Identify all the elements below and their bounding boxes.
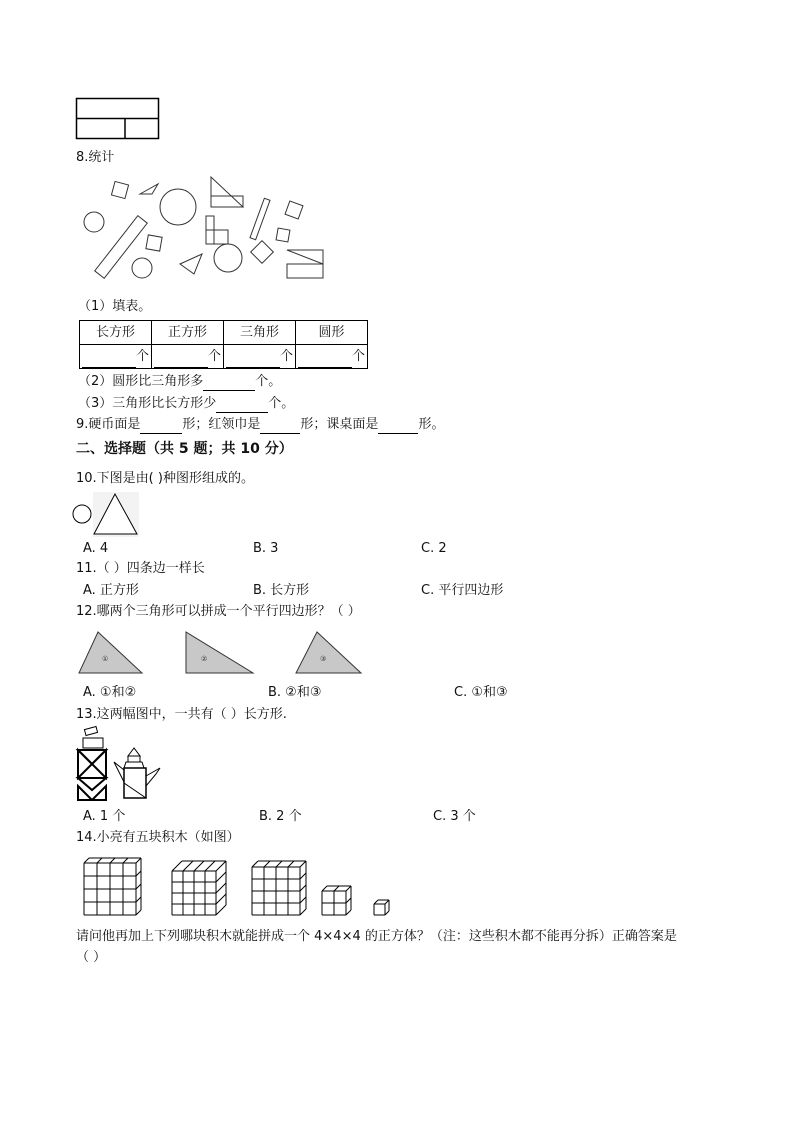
rectangle-shape	[276, 228, 290, 242]
triangle-label: ③	[320, 655, 327, 663]
q10-option-a[interactable]: A. 4	[83, 541, 109, 556]
q9-line	[76, 416, 444, 434]
triangle-3-figure	[295, 630, 363, 675]
rectangle-shape	[95, 216, 148, 279]
q8-sub2	[78, 373, 281, 391]
triangle-label: ①	[102, 655, 109, 663]
unit-label: 个	[135, 349, 149, 364]
table-header-cell: 圆形	[296, 321, 368, 345]
unit-label: 个	[351, 349, 365, 364]
square-shape	[146, 235, 162, 251]
block-4x4-b	[172, 861, 226, 915]
table-header-cell: 长方形	[80, 321, 152, 345]
square-shape	[285, 201, 303, 219]
answer-blank[interactable]	[260, 419, 300, 434]
triangle-shape	[287, 250, 323, 264]
q13-option-a[interactable]: A. 1 个	[83, 809, 126, 824]
circle-shape	[214, 244, 242, 272]
q8-sub3	[78, 395, 294, 413]
tangram-figure-1	[76, 728, 110, 802]
unit-label: 个	[207, 349, 221, 364]
unit-label: 个	[279, 349, 293, 364]
q9-part2: 形；红领巾是	[182, 417, 261, 432]
table-header-cell: 正方形	[152, 321, 224, 345]
q10-stem: 10.下图是由( )种图形组成的。	[76, 471, 254, 486]
rectangle-shape	[206, 230, 228, 244]
q11-option-c[interactable]: C. 平行四边形	[421, 583, 504, 598]
rectangle-shape	[287, 264, 323, 278]
block-2x2	[322, 886, 351, 915]
q11-stem: 11.（ ）四条边一样长	[76, 561, 205, 576]
circle-triangle-figure	[71, 492, 141, 537]
answer-cell[interactable]	[80, 345, 152, 369]
divided-rectangle-figure	[76, 98, 160, 140]
triangle-shape	[140, 184, 158, 194]
triangle-1-figure	[78, 630, 144, 675]
block-1x1	[374, 900, 389, 915]
q12-stem: 12.哪两个三角形可以拼成一个平行四边形？（ ）	[76, 604, 361, 619]
block-4x4-a	[84, 858, 141, 915]
circle-shape	[84, 212, 104, 232]
triangle-2-figure	[185, 630, 255, 675]
tangram-figure-2	[112, 748, 162, 802]
block-4x4-c	[252, 861, 306, 915]
q13-stem: 13.这两幅图中，一共有（ ）长方形.	[76, 707, 287, 722]
blocks-figure	[82, 855, 398, 919]
square-shape	[251, 241, 274, 264]
triangle-label: ②	[201, 655, 208, 663]
q14-question: 请问他再加上下列哪块积木就能拼成一个 4×4×4 的正方体？（注：这些积木都不能再分拆）正确答案是	[76, 929, 677, 944]
square-shape	[111, 181, 128, 198]
rectangle-shape	[250, 198, 270, 240]
q11-option-a[interactable]: A. 正方形	[83, 583, 139, 598]
q14-paren: （ ）	[76, 950, 107, 965]
q8-sub2-prefix: （2）圆形比三角形多	[78, 374, 204, 389]
answer-blank[interactable]	[216, 398, 268, 413]
shapes-figure	[80, 172, 326, 282]
q14-stem: 14.小亮有五块积木（如图）	[76, 830, 240, 845]
q12-option-b[interactable]: B. ②和③	[268, 685, 322, 700]
rectangle-shape	[211, 196, 243, 207]
q8-sub3-prefix: （3）三角形比长方形少	[78, 396, 217, 411]
answer-cell[interactable]	[152, 345, 224, 369]
triangle-shape	[211, 177, 243, 207]
answer-cell[interactable]	[224, 345, 296, 369]
q13-option-b[interactable]: B. 2 个	[259, 809, 302, 824]
answer-cell[interactable]	[296, 345, 368, 369]
q8-sub1: （1）填表。	[78, 299, 152, 314]
circle-shape	[160, 189, 196, 225]
tally-table	[79, 320, 368, 369]
q9-part3: 形；课桌面是	[300, 417, 379, 432]
answer-blank[interactable]	[203, 376, 255, 391]
table-header-row	[80, 321, 368, 345]
q12-option-c[interactable]: C. ①和③	[454, 685, 508, 700]
circle-shape	[73, 505, 91, 523]
q9-part4: 形。	[418, 417, 445, 432]
q10-option-b[interactable]: B. 3	[253, 541, 279, 556]
q12-option-a[interactable]: A. ①和②	[83, 685, 137, 700]
section-heading: 二、选择题（共 5 题；共 10 分）	[76, 441, 293, 457]
q9-part1: 9.硬币面是	[76, 417, 141, 432]
answer-blank[interactable]	[378, 419, 418, 434]
answer-blank[interactable]	[140, 419, 182, 434]
q10-option-c[interactable]: C. 2	[421, 541, 447, 556]
circle-shape	[132, 258, 152, 278]
q8-sub3-suffix: 个。	[268, 396, 295, 411]
table-header-cell: 三角形	[224, 321, 296, 345]
table-answer-row	[80, 345, 368, 369]
q11-option-b[interactable]: B. 长方形	[253, 583, 310, 598]
q13-option-c[interactable]: C. 3 个	[433, 809, 476, 824]
q8-title: 8.统计	[76, 150, 115, 165]
q8-sub2-suffix: 个。	[255, 374, 282, 389]
triangle-shape	[180, 254, 202, 274]
